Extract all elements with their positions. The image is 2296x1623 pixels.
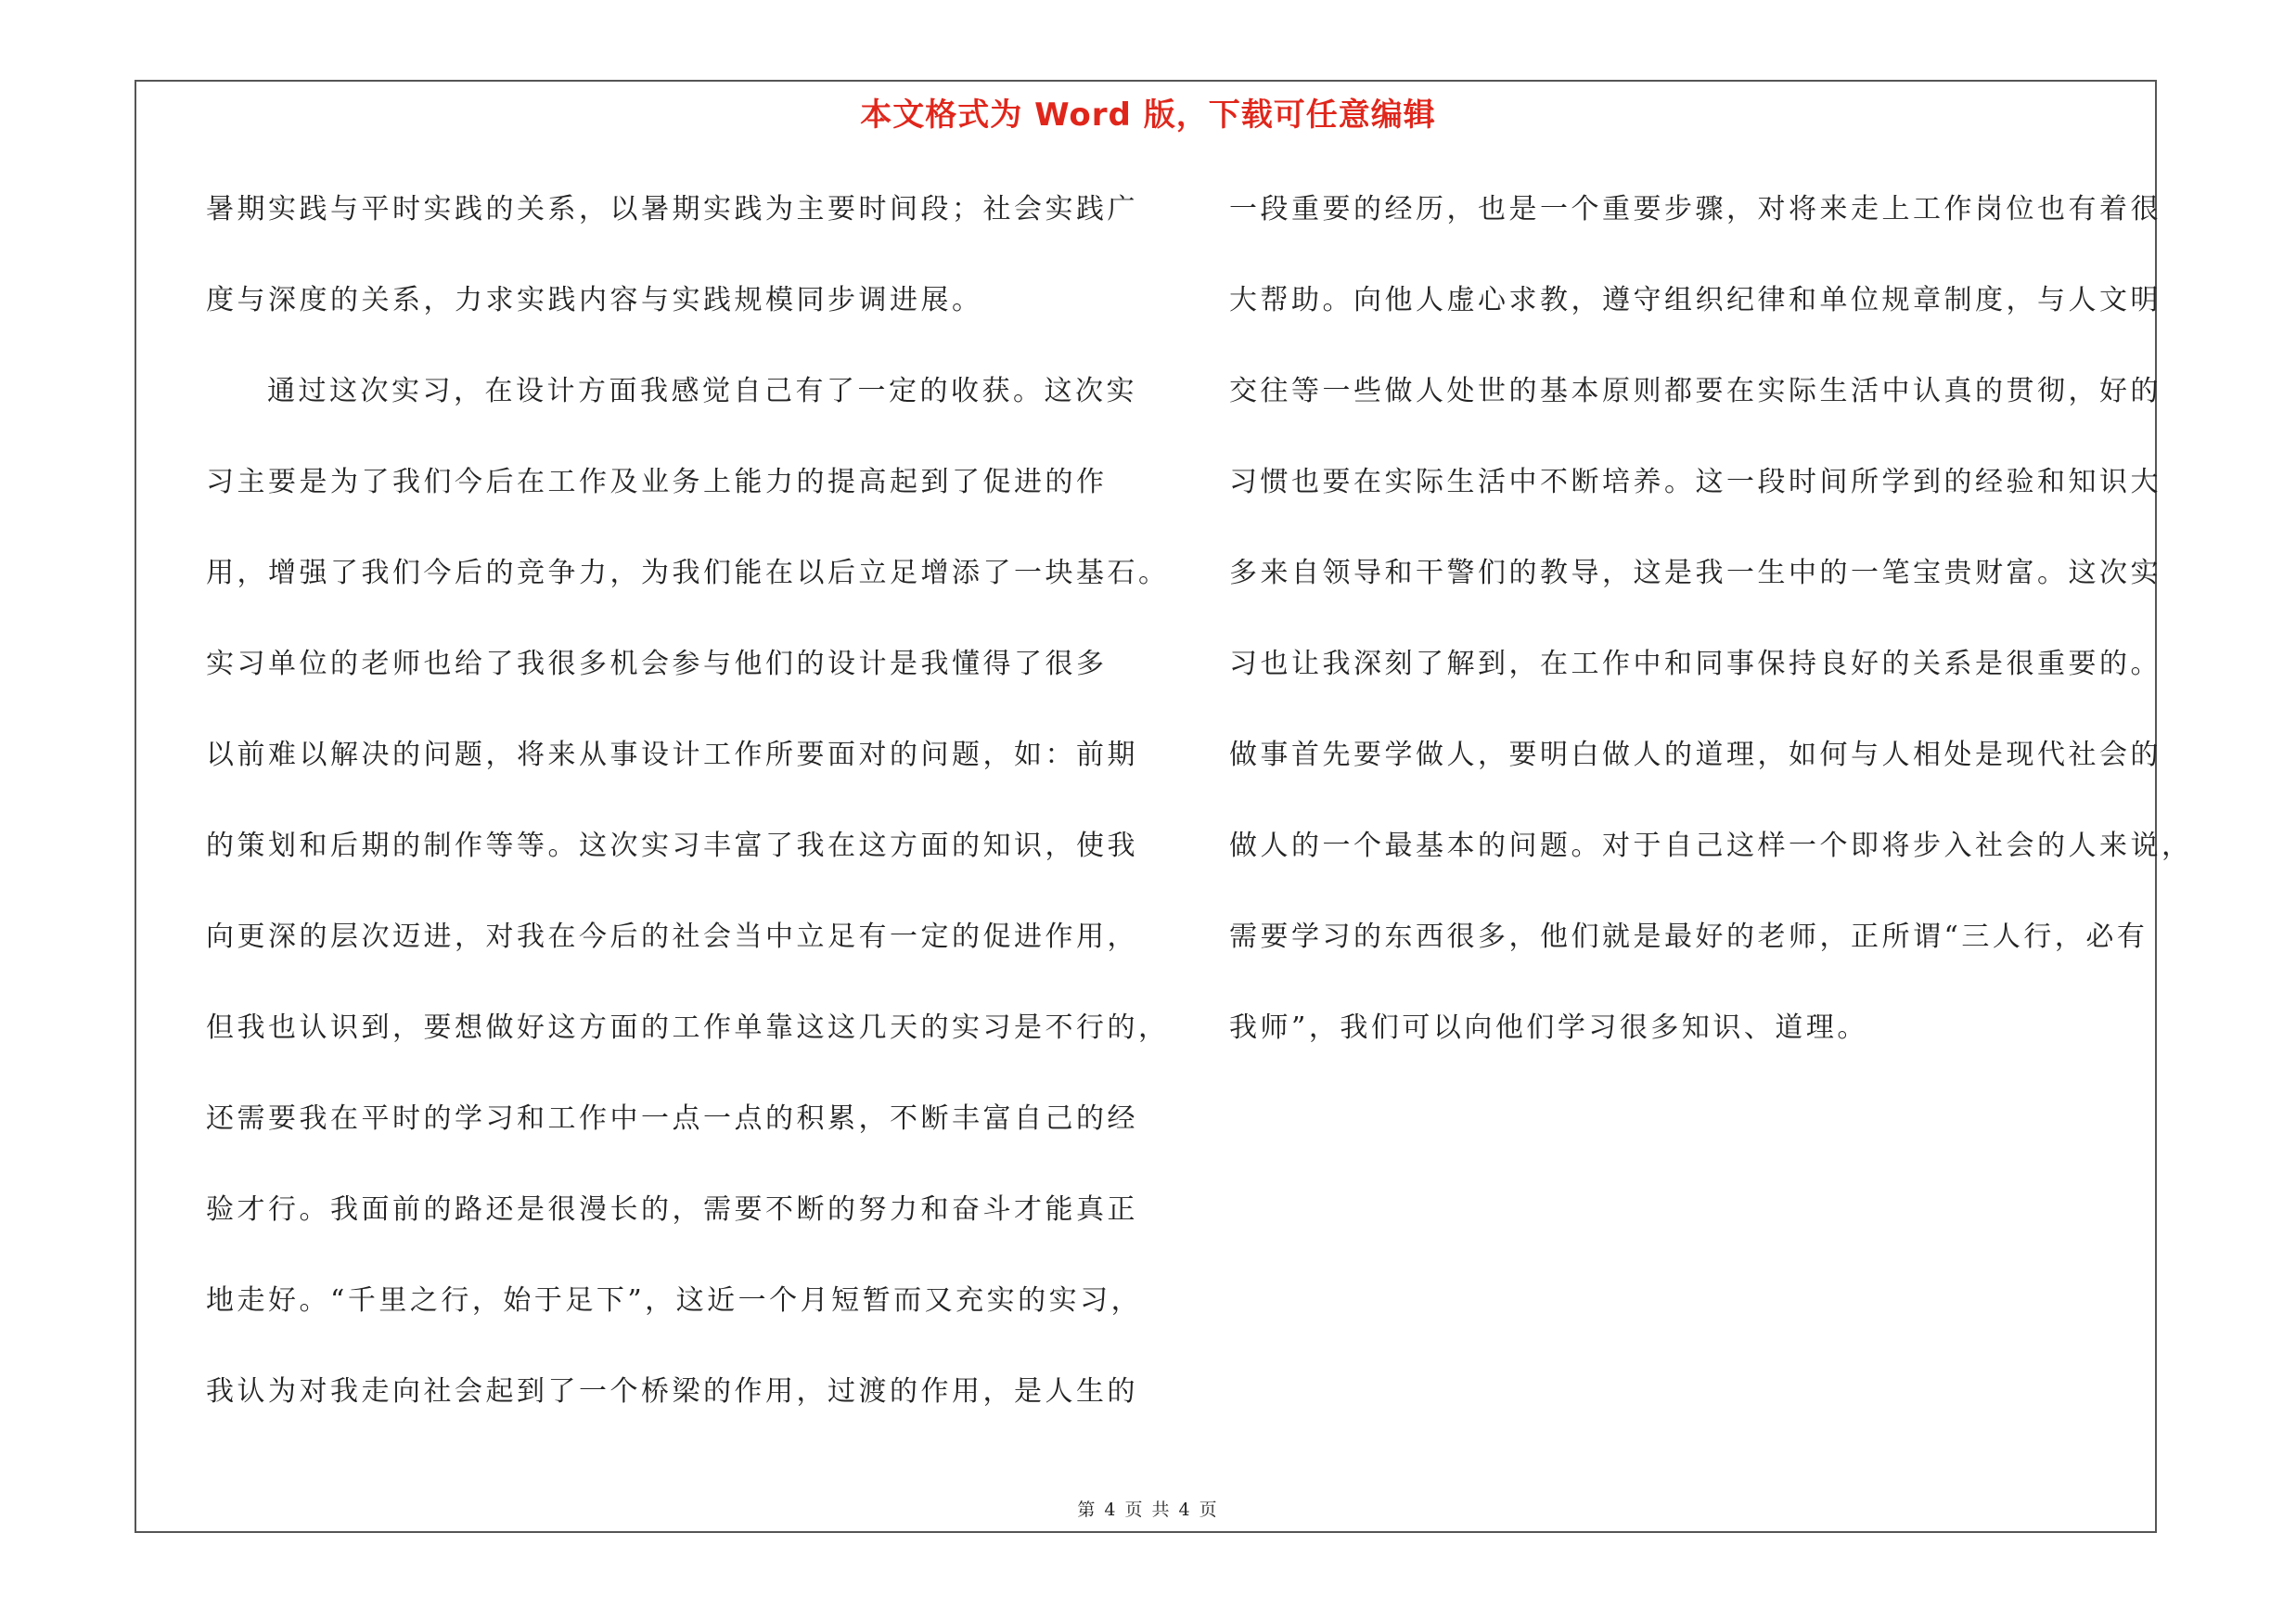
text-line: 暑期实践与平时实践的关系，以暑期实践为主要时间段；社会实践广 bbox=[206, 193, 1138, 225]
text-line: 做人的一个最基本的问题。对于自己这样一个即将步入社会的人来说， bbox=[1229, 830, 2193, 862]
text-line: 交往等一些做人处世的基本原则都要在实际生活中认真的贯彻，好的 bbox=[1229, 375, 2161, 407]
text-line: 的策划和后期的制作等等。这次实习丰富了我在这方面的知识，使我 bbox=[206, 830, 1138, 862]
text-line: 但我也认识到，要想做好这方面的工作单靠这这几天的实习是不行的， bbox=[206, 1011, 1170, 1044]
text-line: 地走好。“千里之行，始于足下”，这近一个月短暂而又充实的实习， bbox=[206, 1284, 1143, 1317]
text-line: 习主要是为了我们今后在工作及业务上能力的提高起到了促进的作 bbox=[206, 466, 1108, 498]
right-text-column bbox=[1229, 182, 2193, 1091]
text-line: 度与深度的关系，力求实践内容与实践规模同步调进展。 bbox=[206, 284, 983, 316]
text-line: 大帮助。向他人虚心求教，遵守组织纪律和单位规章制度，与人文明 bbox=[1229, 284, 2161, 316]
text-line: 需要学习的东西很多，他们就是最好的老师，正所谓“三人行，必有 bbox=[1229, 921, 2148, 953]
text-line: 多来自领导和干警们的教导，这是我一生中的一笔宝贵财富。这次实 bbox=[1229, 557, 2161, 589]
text-line: 向更深的层次迈进，对我在今后的社会当中立足有一定的促进作用， bbox=[206, 921, 1138, 953]
page-number: 第 4 页 共 4 页 bbox=[1077, 1500, 1219, 1520]
text-line: 一段重要的经历，也是一个重要步骤，对将来走上工作岗位也有着很 bbox=[1229, 193, 2161, 225]
text-line: 我师”，我们可以向他们学习很多知识、道理。 bbox=[1229, 1011, 1868, 1044]
text-line: 习也让我深刻了解到，在工作中和同事保持良好的关系是很重要的。 bbox=[1229, 648, 2161, 680]
text-line: 我认为对我走向社会起到了一个桥梁的作用，过渡的作用，是人生的 bbox=[206, 1375, 1138, 1408]
paragraph-first-line: 通过这次实习，在设计方面我感觉自己有了一定的收获。这次实 bbox=[267, 375, 1137, 407]
text-line: 做事首先要学做人，要明白做人的道理，如何与人相处是现代社会的 bbox=[1229, 739, 2161, 771]
text-line: 以前难以解决的问题，将来从事设计工作所要面对的问题，如：前期 bbox=[206, 739, 1138, 771]
left-text-column bbox=[206, 182, 1170, 1455]
text-line: 还需要我在平时的学习和工作中一点一点的积累，不断丰富自己的经 bbox=[206, 1102, 1138, 1135]
text-line: 习惯也要在实际生活中不断培养。这一段时间所学到的经验和知识大 bbox=[1229, 466, 2161, 498]
format-banner: 本文格式为 Word 版，下载可任意编辑 bbox=[860, 97, 1436, 134]
text-line: 验才行。我面前的路还是很漫长的，需要不断的努力和奋斗才能真正 bbox=[206, 1193, 1138, 1226]
text-line: 用，增强了我们今后的竞争力，为我们能在以后立足增添了一块基石。 bbox=[206, 557, 1170, 589]
text-line: 实习单位的老师也给了我很多机会参与他们的设计是我懂得了很多 bbox=[206, 648, 1108, 680]
